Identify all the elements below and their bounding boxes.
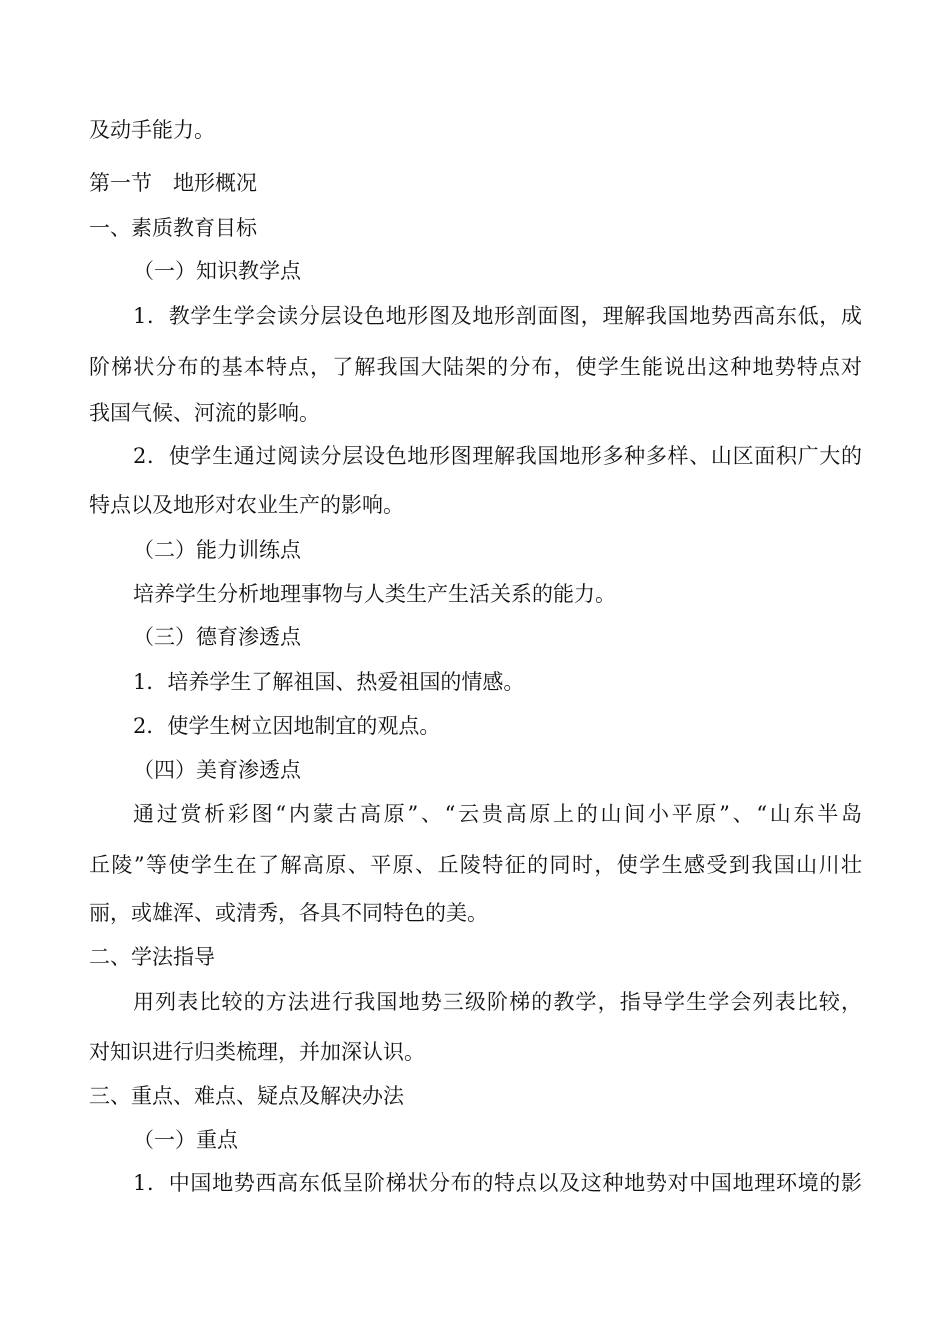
list-item: 1．培养学生了解祖国、热爱祖国的情感。 xyxy=(133,670,525,694)
paragraph-line: 1．教学生学会读分层设色地形图及地形剖面图，理解我国地势西高东低，成 xyxy=(133,304,862,328)
section-heading: 第一节 地形概况 xyxy=(89,171,257,195)
text-line-1: 及动手能力。 xyxy=(89,118,215,142)
paragraph-line: 丽，或雄浑、或清秀，各具不同特色的美。 xyxy=(89,901,488,925)
paragraph-line: 培养学生分析地理事物与人类生产生活关系的能力。 xyxy=(133,582,616,606)
subheading-knowledge: （一）知识教学点 xyxy=(133,259,301,283)
paragraph-line: 丘陵”等使学生在了解高原、平原、丘陵特征的同时，使学生感受到我国山川壮 xyxy=(89,853,862,877)
heading-3: 三、重点、难点、疑点及解决办法 xyxy=(89,1084,404,1108)
subheading-key-points: （一）重点 xyxy=(133,1128,238,1152)
paragraph-line: 通过赏析彩图“内蒙古高原”、“云贵高原上的山间小平原”、“山东半岛 xyxy=(133,802,862,826)
list-item: 2．使学生树立因地制宜的观点。 xyxy=(133,714,441,738)
paragraph-line: 2．使学生通过阅读分层设色地形图理解我国地形多种多样、山区面积广大的 xyxy=(133,444,862,468)
paragraph-line: 阶梯状分布的基本特点，了解我国大陆架的分布，使学生能说出这种地势特点对 xyxy=(89,355,862,379)
subheading-moral: （三）德育渗透点 xyxy=(133,625,301,649)
paragraph-line: 我国气候、河流的影响。 xyxy=(89,401,320,425)
subheading-ability: （二）能力训练点 xyxy=(133,538,301,562)
paragraph-line: 对知识进行归类梳理，并加深认识。 xyxy=(89,1040,425,1064)
paragraph-line: 1．中国地势西高东低呈阶梯状分布的特点以及这种地势对中国地理环境的影 xyxy=(133,1171,862,1195)
subheading-aesthetic: （四）美育渗透点 xyxy=(133,758,301,782)
paragraph-line: 特点以及地形对农业生产的影响。 xyxy=(89,493,404,517)
heading-2: 二、学法指导 xyxy=(89,945,215,969)
heading-1: 一、素质教育目标 xyxy=(89,216,257,240)
paragraph-line: 用列表比较的方法进行我国地势三级阶梯的教学，指导学生学会列表比较， xyxy=(133,990,862,1014)
